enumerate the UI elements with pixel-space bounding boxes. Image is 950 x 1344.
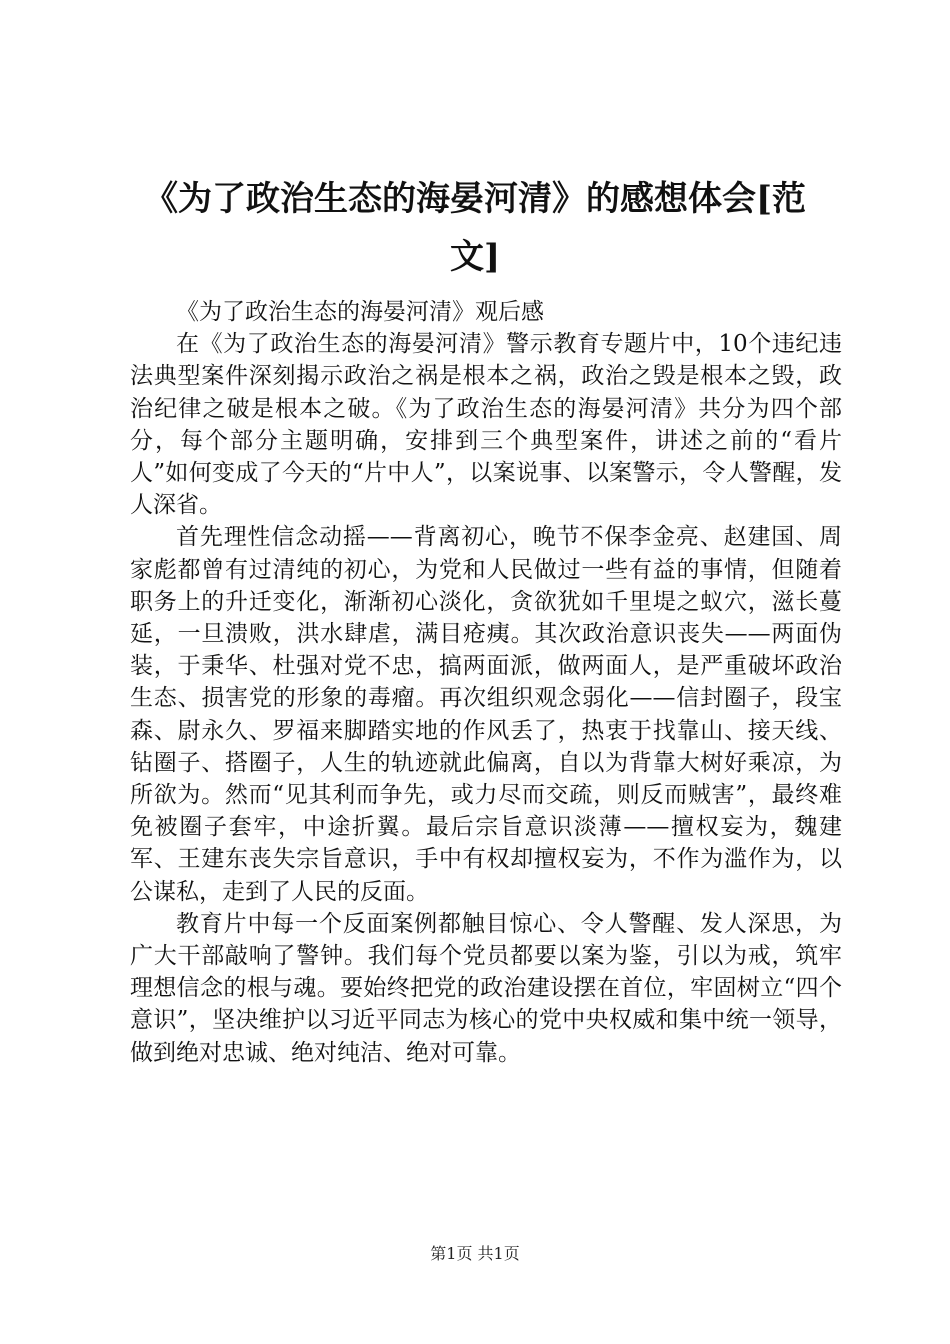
document-body [130, 296, 842, 1069]
paragraph-conclusion: 教育片中每一个反面案例都触目惊心、令人警醒、发人深思，为广大干部敲响了警钟。我们每个党员都要以案为鉴，引以为戒，筑牢理想信念的根与魂。要始终把党的政治建设摆在首位，牢固树立“四个意识”，坚决维护以习近平同志为核心的党中央权威和集中统一领导，做到绝对忠诚、绝对纯洁、绝对可靠。 [130, 910, 842, 1066]
paragraph-analysis: 首先理性信念动摇——背离初心，晚节不保李金亮、赵建国、周家彪都曾有过清纯的初心，为党和人民做过一些有益的事情，但随着职务上的升迁变化，渐渐初心淡化，贪欲犹如千里堤之蚁穴，滋长蔓延，一旦溃败，洪水肆虐，满目疮痍。其次政治意识丧失——两面伪装，于秉华、杜强对党不忠，搞两面派，做两面人，是严重破坏政治生态、损害党的形象的毒瘤。再次组织观念弱化——信封圈子，段宝森、尉永久、罗福来脚踏实地的作风丢了，热衷于找靠山、接天线、钻圈子、搭圈子，人生的轨迹就此偏离，自以为背靠大树好乘凉，为所欲为。然而“见其利而争先，或力尽而交疏，则反而贼害”，最终难免被圈子套牢，中途折翼。最后宗旨意识淡薄——擅权妄为，魏建军、王建东丧失宗旨意识，手中有权却擅权妄为，不作为滥作为，以公谋私，走到了人民的反面。 [130, 524, 842, 905]
paragraph-subtitle: 《为了政治生态的海晏河清》观后感 [176, 299, 544, 325]
page-footer: 第1页 共1页 [430, 1244, 520, 1263]
document-title: 《为了政治生态的海晏河清》的感想体会[范文] [143, 179, 807, 277]
paragraph-intro: 在《为了政治生态的海晏河清》警示教育专题片中，10个违纪违法典型案件深刻揭示政治之祸是根本之祸，政治之毁是根本之毁，政治纪律之破是根本之破。《为了政治生态的海晏河清》共分为四个部分，每个部分主题明确，安排到三个典型案件，讲述之前的“看片人”如何变成了今天的“片中人”，以案说事、以案警示，令人警醒，发人深省。 [130, 331, 842, 519]
